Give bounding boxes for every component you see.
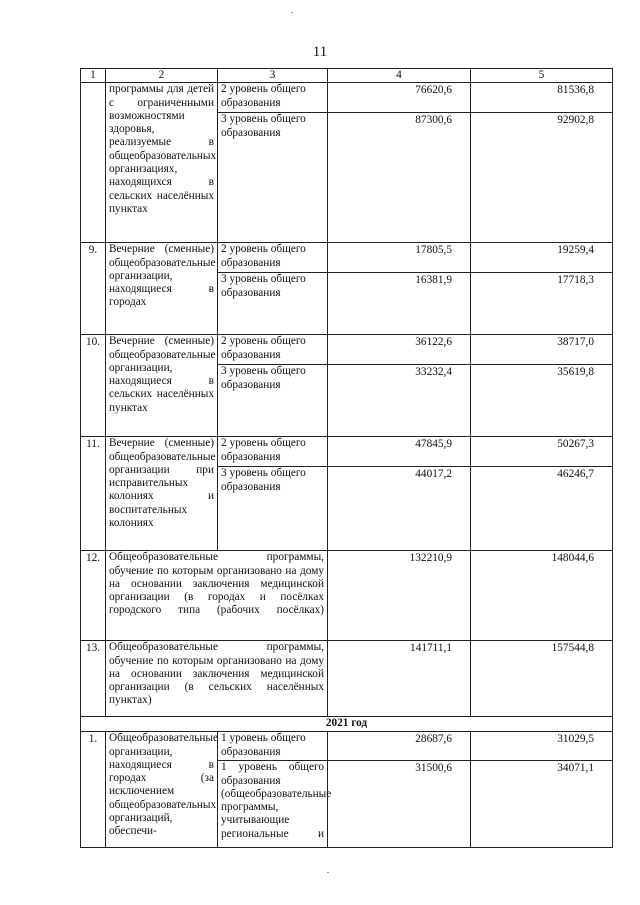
table-row (81, 83, 613, 113)
value-col5: 34071,1 (471, 761, 613, 848)
level-cell: 3 уровень общего образования (218, 365, 328, 437)
value-col4: 87300,6 (328, 113, 471, 243)
row-number: 13. (81, 641, 106, 717)
row-name: программы для детей с ограниченными возможностями здоровья, реализуемые в общеобразовательных организациях, находящихся в сельских населённых пунктах (106, 83, 218, 243)
row-name: Вечерние (сменные) общеобразовательные организации при исправительных колониях и воспитательных колониях (106, 437, 218, 551)
table-row (81, 641, 613, 717)
level-cell: 3 уровень общего образования (218, 273, 328, 335)
value-col4: 31500,6 (328, 761, 471, 848)
value-col5: 46246,7 (471, 467, 613, 551)
level-cell: 1 уровень общего образования (общеобразовательные программы, учитывающие региональные и (218, 761, 328, 848)
value-col5: 38717,0 (471, 335, 613, 365)
level-cell: 2 уровень общего образования (218, 335, 328, 365)
row-name: Вечерние (сменные) общеобразовательные организации, находящиеся в городах (106, 243, 218, 335)
table-row (81, 335, 613, 365)
value-col5: 50267,3 (471, 437, 613, 467)
level-cell: 2 уровень общего образования (218, 243, 328, 273)
level-cell: 3 уровень общего образования (218, 467, 328, 551)
scan-speck (291, 12, 293, 13)
value-col4: 44017,2 (328, 467, 471, 551)
header-cell: 3 (218, 69, 328, 83)
table-header-row (81, 69, 613, 83)
row-number: 11. (81, 437, 106, 551)
header-cell: 5 (471, 69, 613, 83)
level-cell: 2 уровень общего образования (218, 437, 328, 467)
value-col5: 92902,8 (471, 113, 613, 243)
value-col5: 17718,3 (471, 273, 613, 335)
year-heading: 2021 год (81, 717, 613, 732)
value-col5: 81536,8 (471, 83, 613, 113)
row-name: Вечерние (сменные) общеобразовательные организации, находящиеся в сельских населённых пунктах (106, 335, 218, 437)
level-cell: 2 уровень общего образования (218, 83, 328, 113)
table-row (81, 243, 613, 273)
table-row (81, 437, 613, 467)
value-col5: 35619,8 (471, 365, 613, 437)
row-name: Общеобразовательные организации, находящиеся в городах (за исключением общеобразовательных организаций, обеспечи- (106, 732, 218, 848)
row-name: Общеобразовательные программы, обучение по которым организовано на дому на основании заключения медицинской организации (в городах и посёлках городского типа (рабочих посёлках) (106, 551, 328, 641)
value-col4: 141711,1 (328, 641, 471, 717)
header-cell: 1 (81, 69, 106, 83)
level-cell: 1 уровень общего образования (218, 732, 328, 761)
row-number: 10. (81, 335, 106, 437)
row-number: 12. (81, 551, 106, 641)
value-col4: 47845,9 (328, 437, 471, 467)
value-col5: 157544,8 (471, 641, 613, 717)
header-cell: 2 (106, 69, 218, 83)
value-col5: 19259,4 (471, 243, 613, 273)
table-row (81, 732, 613, 761)
budget-table (80, 68, 613, 848)
value-col4: 28687,6 (328, 732, 471, 761)
level-cell: 3 уровень общего образования (218, 113, 328, 243)
table-row (81, 551, 613, 641)
scan-speck (327, 872, 329, 873)
year-heading-row (81, 717, 613, 732)
value-col5: 148044,6 (471, 551, 613, 641)
value-col4: 132210,9 (328, 551, 471, 641)
value-col4: 76620,6 (328, 83, 471, 113)
value-col4: 36122,6 (328, 335, 471, 365)
value-col4: 17805,5 (328, 243, 471, 273)
value-col4: 33232,4 (328, 365, 471, 437)
value-col5: 31029,5 (471, 732, 613, 761)
header-cell: 4 (328, 69, 471, 83)
row-number: 1. (81, 732, 106, 848)
value-col4: 16381,9 (328, 273, 471, 335)
page-number: 11 (312, 44, 328, 60)
row-number (81, 83, 106, 243)
row-name: Общеобразовательные программы, обучение по которым организовано на дому на основании заключения медицинской организации (в сельских населённых пунктах) (106, 641, 328, 717)
row-number: 9. (81, 243, 106, 335)
